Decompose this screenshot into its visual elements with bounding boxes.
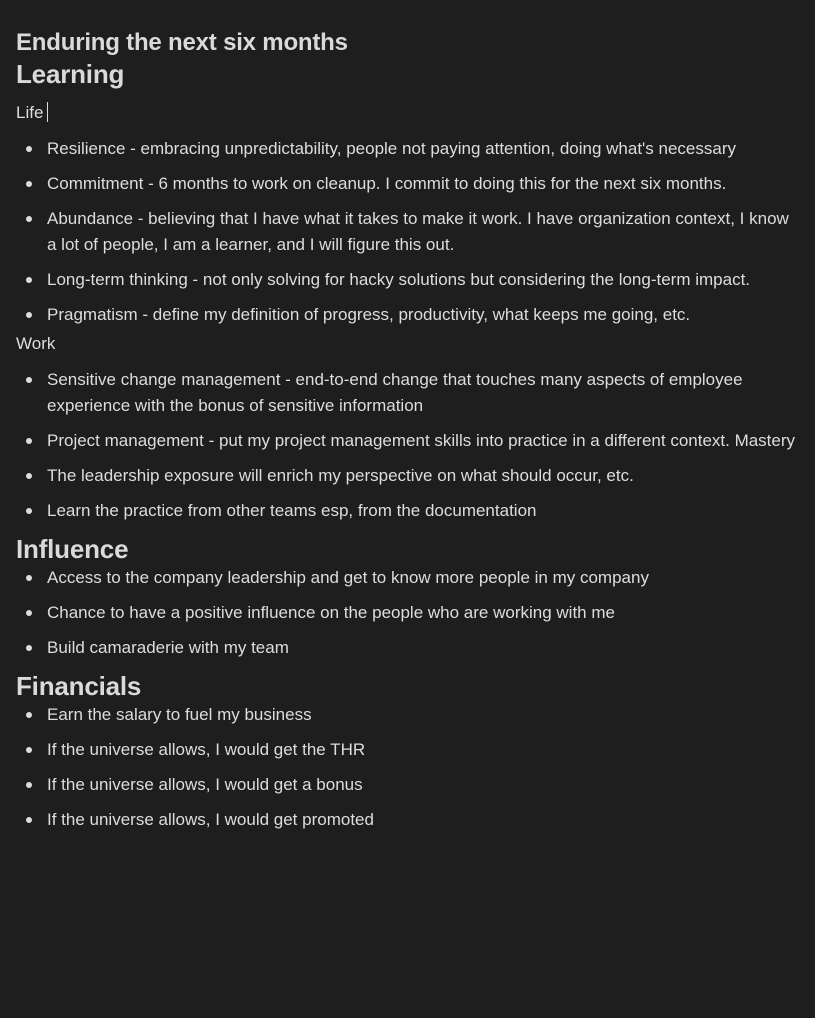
list-item[interactable] [16, 807, 799, 833]
heading-learning[interactable]: Learning [16, 59, 125, 89]
list-item-text: Earn the salary to fuel my business [47, 705, 312, 724]
bullet-icon [26, 645, 32, 651]
list-item-text: Access to the company leadership and get to know more people in my company [47, 568, 649, 587]
list-item[interactable] [16, 772, 799, 798]
list-item[interactable] [16, 136, 799, 162]
list-item-text: Pragmatism - define my definition of progress, productivity, what keeps me going, etc. [47, 305, 691, 324]
bullet-icon [26, 216, 32, 222]
heading-financials[interactable]: Financials [16, 671, 142, 701]
bullet-icon [26, 508, 32, 514]
list-item-text: Project management - put my project management skills into practice in a different context. Mastery [47, 431, 796, 450]
label-life-text: Life [16, 103, 44, 122]
list-item-text: If the universe allows, I would get the THR [47, 740, 366, 759]
list-item[interactable] [16, 302, 799, 328]
list-item[interactable] [16, 498, 799, 524]
list-item[interactable] [16, 171, 799, 197]
list-item-text: Resilience - embracing unpredictability, people not paying attention, doing what's necessary [47, 139, 736, 158]
list-item[interactable] [16, 635, 799, 661]
bullet-icon [26, 277, 32, 283]
list-item-text: The leadership exposure will enrich my perspective on what should occur, etc. [47, 466, 634, 485]
bullet-icon [26, 747, 32, 753]
bullet-icon [26, 146, 32, 152]
list-item[interactable] [16, 428, 799, 454]
list-item[interactable] [16, 463, 799, 489]
document-title[interactable]: Enduring the next six months [16, 29, 348, 56]
influence-list [16, 565, 799, 661]
bullet-icon [26, 473, 32, 479]
financials-list [16, 702, 799, 833]
heading-influence[interactable]: Influence [16, 534, 129, 564]
list-item[interactable] [16, 702, 799, 728]
list-item-text: Commitment - 6 months to work on cleanup. I commit to doing this for the next six months. [47, 174, 727, 193]
text-cursor [47, 102, 48, 122]
list-item[interactable] [16, 267, 799, 293]
label-work[interactable]: Work [16, 334, 56, 353]
list-item-text: If the universe allows, I would get promoted [47, 810, 374, 829]
bullet-icon [26, 438, 32, 444]
bullet-icon [26, 610, 32, 616]
list-item[interactable] [16, 367, 799, 419]
list-item-text: Sensitive change management - end-to-end change that touches many aspects of employee experience with the bonus of sensitive information [47, 370, 743, 415]
bullet-icon [26, 575, 32, 581]
list-item[interactable] [16, 206, 799, 258]
bullet-icon [26, 782, 32, 788]
list-item[interactable] [16, 600, 799, 626]
list-item-text: Chance to have a positive influence on the people who are working with me [47, 603, 615, 622]
list-item-text: Long-term thinking - not only solving for hacky solutions but considering the long-term impact. [47, 270, 751, 289]
work-list [16, 367, 799, 524]
life-list [16, 136, 799, 328]
bullet-icon [26, 312, 32, 318]
bullet-icon [26, 817, 32, 823]
bullet-icon [26, 181, 32, 187]
list-item-text: Abundance - believing that I have what it takes to make it work. I have organization context, I know a lot of people, I am a learner, and I will figure this out. [47, 209, 789, 254]
bullet-icon [26, 712, 32, 718]
label-life[interactable] [16, 102, 799, 124]
bullet-icon [26, 377, 32, 383]
list-item-text: If the universe allows, I would get a bonus [47, 775, 363, 794]
list-item-text: Build camaraderie with my team [47, 638, 289, 657]
list-item[interactable] [16, 565, 799, 591]
list-item-text: Learn the practice from other teams esp, from the documentation [47, 501, 537, 520]
list-item[interactable] [16, 737, 799, 763]
